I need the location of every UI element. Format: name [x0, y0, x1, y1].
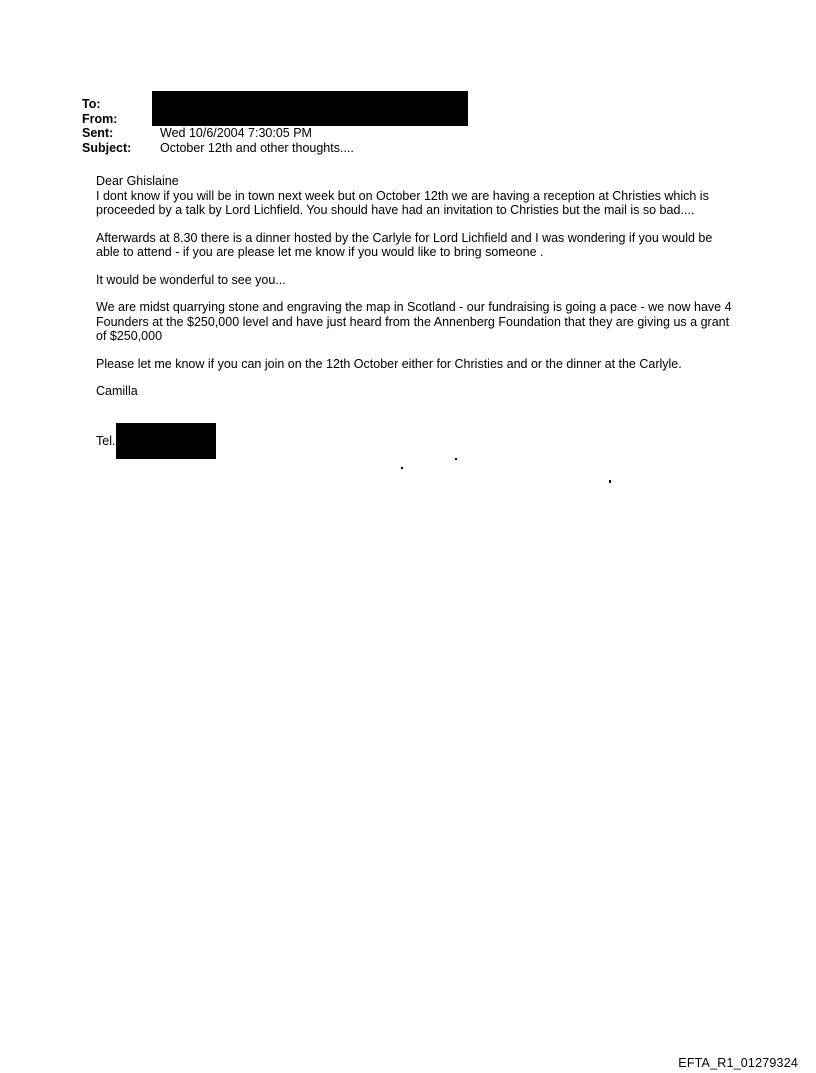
tel-row — [96, 423, 115, 459]
tel-label: Tel. — [96, 434, 116, 448]
document-id: EFTA_R1_01279324 — [678, 1056, 798, 1070]
signature-name: Camilla — [96, 384, 138, 398]
sent-label: Sent: — [82, 126, 114, 140]
body-paragraph-fundraising: We are midst quarrying stone and engraving the map in Scotland - our fundraising is going a pace - we now have 4 Founders at the $250,000 level and have just heard from the Annenberg Foundation that they are giving us a grant of $250,000 — [96, 300, 732, 343]
scan-speck — [609, 480, 611, 483]
scan-speck — [401, 467, 403, 469]
sent-value: Wed 10/6/2004 7:30:05 PM — [160, 126, 312, 140]
sent-row — [82, 126, 354, 141]
body-paragraph-join: Please let me know if you can join on the 12th October either for Christies and or the dinner at the Carlyle. — [96, 356, 682, 371]
subject-value: October 12th and other thoughts.... — [160, 140, 354, 155]
subject-label: Subject: — [82, 140, 132, 155]
body-paragraph-see-you: It would be wonderful to see you... — [96, 272, 286, 287]
from-label: From: — [82, 111, 118, 126]
scan-speck — [455, 458, 457, 460]
email-body — [96, 174, 736, 412]
redaction-tel — [116, 423, 216, 459]
subject-row — [82, 141, 354, 156]
body-paragraph-greeting: Dear Ghislaine I dont know if you will be in town next week but on October 12th we are having a reception at Christies which is proceeded by a talk by Lord Lichfield. You should have had an invitation to Christies but the mail is so bad.... — [96, 174, 709, 217]
redaction-to-from — [152, 91, 468, 126]
body-paragraph-dinner: Afterwards at 8.30 there is a dinner hosted by the Carlyle for Lord Lichfield and I was wondering if you would be able to attend - if you are please let me know if you would like to bring someone . — [96, 230, 713, 259]
to-label: To: — [82, 97, 101, 111]
